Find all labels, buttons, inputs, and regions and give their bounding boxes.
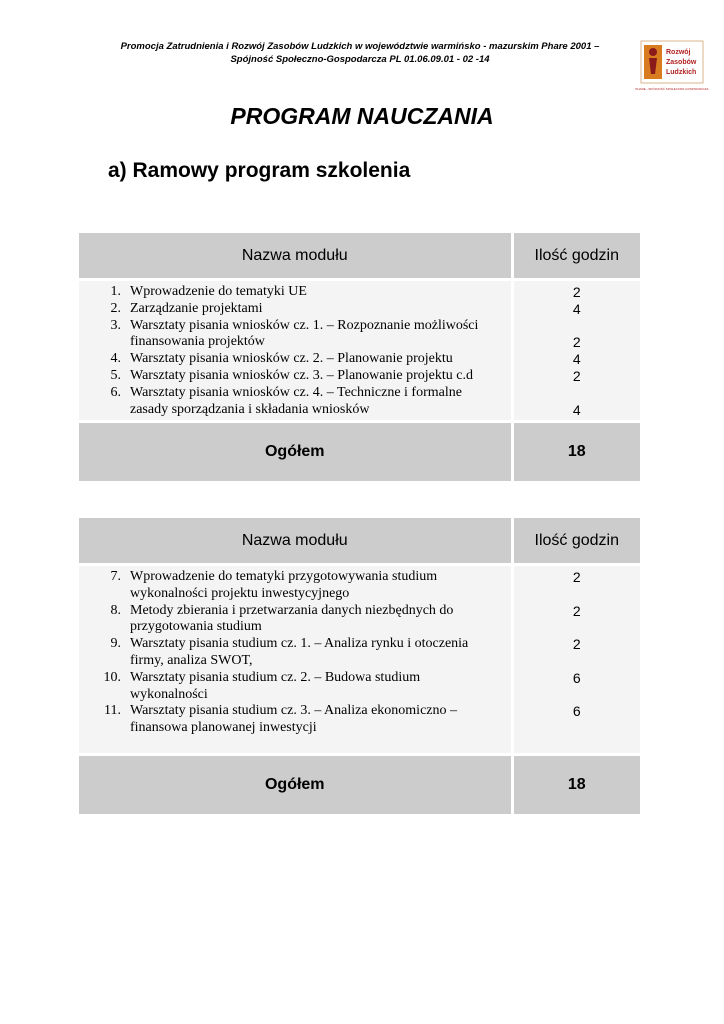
module-item xyxy=(79,368,511,385)
svg-text:Rozwój: Rozwój xyxy=(666,49,691,56)
modules-list-cell xyxy=(79,565,512,755)
hours-value xyxy=(514,687,641,704)
hours-value: 2 xyxy=(572,636,581,653)
modules-table-1 xyxy=(79,233,640,481)
hours-value: 2 xyxy=(572,569,581,585)
module-item-text: Warsztaty pisania wniosków cz. 3. – Planowanie projektu c.d xyxy=(130,367,473,383)
module-item xyxy=(79,351,511,368)
module-item-number: 11. xyxy=(104,703,121,719)
module-item-text: przygotowania studium xyxy=(130,619,262,635)
module-item-number: 3. xyxy=(110,317,121,333)
module-item xyxy=(79,603,511,637)
module-item-number: 2. xyxy=(110,300,121,316)
module-item xyxy=(79,569,511,603)
hours-list xyxy=(514,284,641,418)
module-item-number: 7. xyxy=(110,569,121,584)
module-item xyxy=(79,385,511,419)
module-item-text: zasady sporządzania i składania wniosków xyxy=(130,401,370,417)
column-header-module-name: Nazwa modułu xyxy=(79,518,512,565)
module-item-number: 10. xyxy=(103,669,121,685)
module-item-text: Wprowadzenie do tematyki przygotowywania studium xyxy=(130,569,438,584)
total-label: Ogółem xyxy=(79,755,512,815)
hours-value: 2 xyxy=(572,284,581,300)
column-header-hours: Ilość godzin xyxy=(512,518,640,565)
hours-value xyxy=(514,586,641,603)
module-item-number: 6. xyxy=(110,384,121,400)
hours-value xyxy=(514,385,641,402)
module-item xyxy=(79,318,511,352)
header-line-2: Spójność Społeczno-Gospodarcza PL 01.06.09.01 - 02 -14 xyxy=(230,54,490,65)
module-item-text: Warsztaty pisania wniosków cz. 4. – Techniczne i formalne xyxy=(130,384,462,400)
module-item-text: Zarządzanie projektami xyxy=(130,300,263,316)
module-item-number: 8. xyxy=(110,602,121,618)
svg-text:PHARE - SPÓJNOŚĆ SPOŁECZNO-GOS: PHARE - SPÓJNOŚĆ SPOŁECZNO-GOSPODARCZA xyxy=(635,87,709,91)
total-value: 18 xyxy=(512,422,640,482)
hours-value xyxy=(514,619,641,636)
module-item-text: Warsztaty pisania wniosków cz. 2. – Planowanie projektu xyxy=(130,351,453,367)
header-line-1: Promocja Zatrudnienia i Rozwój Zasobów Ludzkich w województwie warmińsko - mazurskim Phare 2001 – xyxy=(120,41,600,52)
module-item xyxy=(79,301,511,318)
module-item-text: wykonalności xyxy=(130,686,208,702)
svg-text:Ludzkich: Ludzkich xyxy=(666,69,697,76)
module-item-text: Warsztaty pisania studium cz. 1. – Analiza rynku i otoczenia xyxy=(130,636,469,652)
module-item-text: Warsztaty pisania wniosków cz. 1. – Rozpoznanie możliwości xyxy=(130,317,479,333)
module-item xyxy=(79,703,511,737)
hours-value xyxy=(514,318,641,335)
hours-value: 4 xyxy=(572,401,581,418)
module-item-text: finansowania projektów xyxy=(130,334,265,350)
hours-value: 6 xyxy=(572,703,581,720)
hours-value xyxy=(514,653,641,670)
hours-value: 6 xyxy=(572,669,581,686)
module-item xyxy=(79,284,511,301)
module-item-number: 9. xyxy=(110,636,121,652)
hours-value: 4 xyxy=(572,300,581,317)
hours-value: 2 xyxy=(572,334,581,351)
module-item-text: Metody zbierania i przetwarzania danych niezbędnych do xyxy=(130,602,454,618)
document-header xyxy=(80,40,640,66)
column-header-hours: Ilość godzin xyxy=(512,233,640,280)
module-item xyxy=(79,636,511,670)
hours-list-cell xyxy=(512,565,640,755)
modules-list xyxy=(79,569,511,737)
module-item-text: Warsztaty pisania studium cz. 2. – Budowa studium xyxy=(130,669,421,685)
module-item-text: wykonalności projektu inwestycyjnego xyxy=(130,585,350,601)
hours-value: 2 xyxy=(572,602,581,619)
hours-list xyxy=(514,569,641,720)
module-item-text: Warsztaty pisania studium cz. 3. – Analiza ekonomiczno – xyxy=(130,703,458,719)
hours-value: 2 xyxy=(572,367,581,384)
module-item-number: 4. xyxy=(110,351,121,367)
modules-table-2 xyxy=(79,518,640,814)
modules-list xyxy=(79,284,511,418)
section-title: a) Ramowy program szkolenia xyxy=(108,159,411,182)
module-item-number: 5. xyxy=(110,367,121,383)
total-value: 18 xyxy=(512,755,640,815)
page-title: PROGRAM NAUCZANIA xyxy=(230,103,494,129)
modules-list-cell xyxy=(79,280,512,422)
module-item-text: firmy, analiza SWOT, xyxy=(130,652,253,668)
phare-logo xyxy=(635,40,709,92)
module-item-text: Wprowadzenie do tematyki UE xyxy=(130,284,307,299)
hours-list-cell xyxy=(512,280,640,422)
module-item xyxy=(79,670,511,704)
module-item-number: 1. xyxy=(110,284,121,299)
column-header-module-name: Nazwa modułu xyxy=(79,233,512,280)
svg-text:Zasobów: Zasobów xyxy=(666,59,697,66)
total-label: Ogółem xyxy=(79,422,512,482)
module-item-text: finansowa planowanej inwestycji xyxy=(130,720,317,736)
hours-value: 4 xyxy=(572,351,581,368)
